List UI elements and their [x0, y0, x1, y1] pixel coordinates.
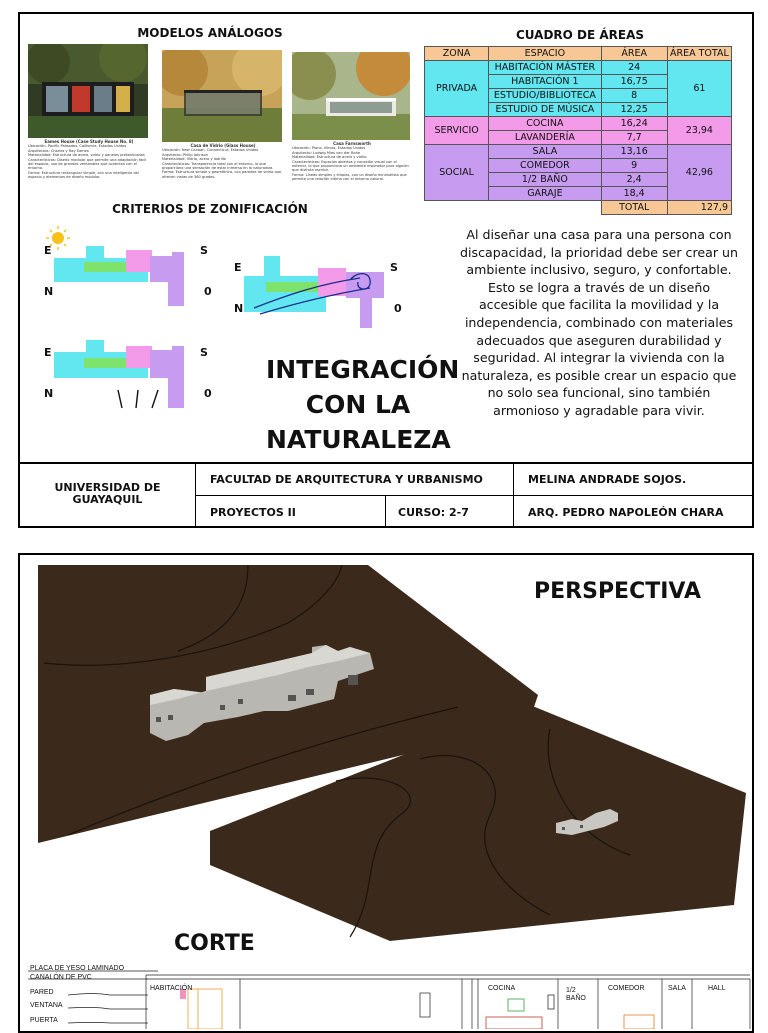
site-render-terrain — [210, 705, 750, 945]
zone-cell: PRIVADA — [425, 61, 489, 117]
space-cell: ESTUDIO/BIBLIOTECA — [489, 89, 601, 103]
area-cell: 24 — [601, 61, 667, 75]
section-label: PUERTA — [30, 1017, 58, 1024]
total-label: TOTAL — [601, 201, 667, 215]
zoning-diagram-sun — [40, 224, 210, 314]
room-label: SALA — [668, 985, 686, 992]
section-label: PLACA DE YESO LAMINADO — [30, 965, 125, 972]
compass-east: E — [234, 261, 242, 274]
zone-total-cell: 23,94 — [667, 117, 731, 145]
zone-cell: SOCIAL — [425, 145, 489, 201]
area-table — [424, 46, 732, 215]
compass-west: 0 — [204, 285, 212, 298]
model-caption: Eames House (Case Study House No. 8) Ubicación: Pacific Palisades, California, Estados Unidos Arquitectos: Charles y Ray Eames Materialidad: Estructura de acero, vidrio y paneles prefabricados Características: Diseño modular que permite una adaptación fácil del espacio; uso de grandes ventanales que conectan con el entorno. Forma: Estructura rectangular simple, con una inteligente del espacio y elementos de diseño modular. — [28, 139, 147, 180]
area-cell: 8 — [601, 89, 667, 103]
area-cell: 9 — [601, 159, 667, 173]
space-cell: HABITACIÓN MÁSTER — [489, 61, 601, 75]
room-label: COCINA — [488, 985, 516, 992]
compass-south: S — [200, 346, 208, 359]
table-row — [425, 61, 732, 75]
space-cell: COCINA — [489, 117, 601, 131]
compass-north: N — [44, 285, 54, 298]
compass-west: 0 — [204, 387, 212, 400]
section-label: CANALÓN DE PVC — [30, 974, 92, 981]
table-header: ÁREA TOTAL — [667, 47, 731, 61]
zone-total-cell: 42,96 — [667, 145, 731, 201]
student-name: MELINA ANDRADE SOJOS. — [514, 464, 752, 496]
model-caption: Casa Farnsworth Ubicación: Plano, Illinois, Estados Unidos Arquitecto: Ludwig Mies van der Rohe Materialidad: Estructura de acero y vidrio Características: Espacios abiertos y conexión visual con el exterior, lo que proporciona un ambiente inspirador para alguien que disfruta escribir. Forma: Líneas simples y limpias, con un diseño minimalista que permite una relación íntima con el entorno natural. — [292, 141, 409, 182]
table-row — [425, 117, 732, 131]
section-title: CORTE — [174, 931, 255, 956]
project-title: INTEGRACIÓN CON LA NATURALEZA — [266, 355, 460, 454]
university-name: UNIVERSIDAD DE GUAYAQUIL — [20, 464, 196, 528]
table-header-row — [425, 47, 732, 61]
space-cell: HABITACIÓN 1 — [489, 75, 601, 89]
space-cell: 1/2 BAÑO — [489, 173, 601, 187]
area-cell: 16,75 — [601, 75, 667, 89]
zone-cell: SERVICIO — [425, 117, 489, 145]
presentation-sheet-2 — [18, 553, 754, 1033]
space-cell: LAVANDERÍA — [489, 131, 601, 145]
compass-west: 0 — [394, 302, 402, 315]
section-label: PARED — [30, 989, 54, 996]
compass-north: N — [234, 302, 244, 315]
space-cell: ESTUDIO DE MÚSICA — [489, 103, 601, 117]
teacher-name: ARQ. PEDRO NAPOLEÓN CHARA — [528, 506, 724, 519]
total-value: 127,9 — [667, 201, 731, 215]
perspective-title: PERSPECTIVA — [534, 579, 701, 604]
section-label: VENTANA — [30, 1002, 63, 1009]
compass-east: E — [44, 346, 52, 359]
course-code: CURSO: 2-7 — [386, 496, 514, 528]
farnsworth-house-photo — [292, 52, 410, 140]
model-caption: Casa de Vidrio (Glass House) Ubicación: New Canaan, Connecticut, Estados Unidos Arquitecto: Philip Johnson Materialidad: Vidrio, acero y ladrillo Características: Transparencia total con el entorno, lo que proporciona una sensación de estar inmerso en la naturaleza. Forma: Estructura simple y geométrica, con paredes de vidrio que ofrecen vistas de 360 grados. — [162, 143, 282, 179]
table-header: ÁREA — [601, 47, 667, 61]
space-cell: COMEDOR — [489, 159, 601, 173]
zoning-diagram-views — [40, 334, 210, 414]
total-row — [425, 201, 732, 215]
title-block — [20, 462, 752, 530]
room-label: HABITACIÓN — [150, 985, 193, 992]
zoning-diagram-wind — [230, 250, 400, 340]
glass-house-photo — [162, 50, 282, 142]
table-header: ESPACIO — [489, 47, 601, 61]
zoning-title: CRITERIOS DE ZONIFICACIÓN — [112, 202, 308, 216]
faculty-name: FACULTAD DE ARQUITECTURA Y URBANISMO — [196, 464, 514, 496]
room-label: 1/2 BAÑO — [566, 987, 586, 1002]
space-cell: SALA — [489, 145, 601, 159]
compass-north: N — [44, 387, 54, 400]
area-cell: 16,24 — [601, 117, 667, 131]
table-row — [425, 145, 732, 159]
eames-house-photo — [28, 44, 148, 138]
area-table-title: CUADRO DE ÁREAS — [515, 28, 645, 42]
compass-east: E — [44, 244, 52, 257]
area-cell: 7,7 — [601, 131, 667, 145]
area-cell: 12,25 — [601, 103, 667, 117]
design-description: Al diseñar una casa para una persona con discapacidad, la prioridad debe ser crear un ambiente inclusivo, seguro, y confortable. Esto se logra a través de un diseño accesible que facilita la movilidad y la independencia, combinado con materiales adecuados que aseguren durabilidad y seguridad. Al integrar la vivienda con la naturaleza, es posible crear un espacio que no solo sea funcional, sino también armonioso y agradable para vivir. — [460, 227, 738, 418]
analog-models-title: MODELOS ANÁLOGOS — [137, 26, 283, 40]
compass-south: S — [200, 244, 208, 257]
table-header: ZONA — [425, 47, 489, 61]
presentation-sheet-1 — [18, 12, 754, 528]
compass-south: S — [390, 261, 398, 274]
room-label: COMEDOR — [608, 985, 645, 992]
subject-name: PROYECTOS II — [196, 496, 386, 528]
section-drawing — [28, 965, 752, 1029]
zone-total-cell: 61 — [667, 61, 731, 117]
area-cell: 18,4 — [601, 187, 667, 201]
space-cell: GARAJE — [489, 187, 601, 201]
room-label: HALL — [708, 985, 726, 992]
area-cell: 13,16 — [601, 145, 667, 159]
area-cell: 2,4 — [601, 173, 667, 187]
